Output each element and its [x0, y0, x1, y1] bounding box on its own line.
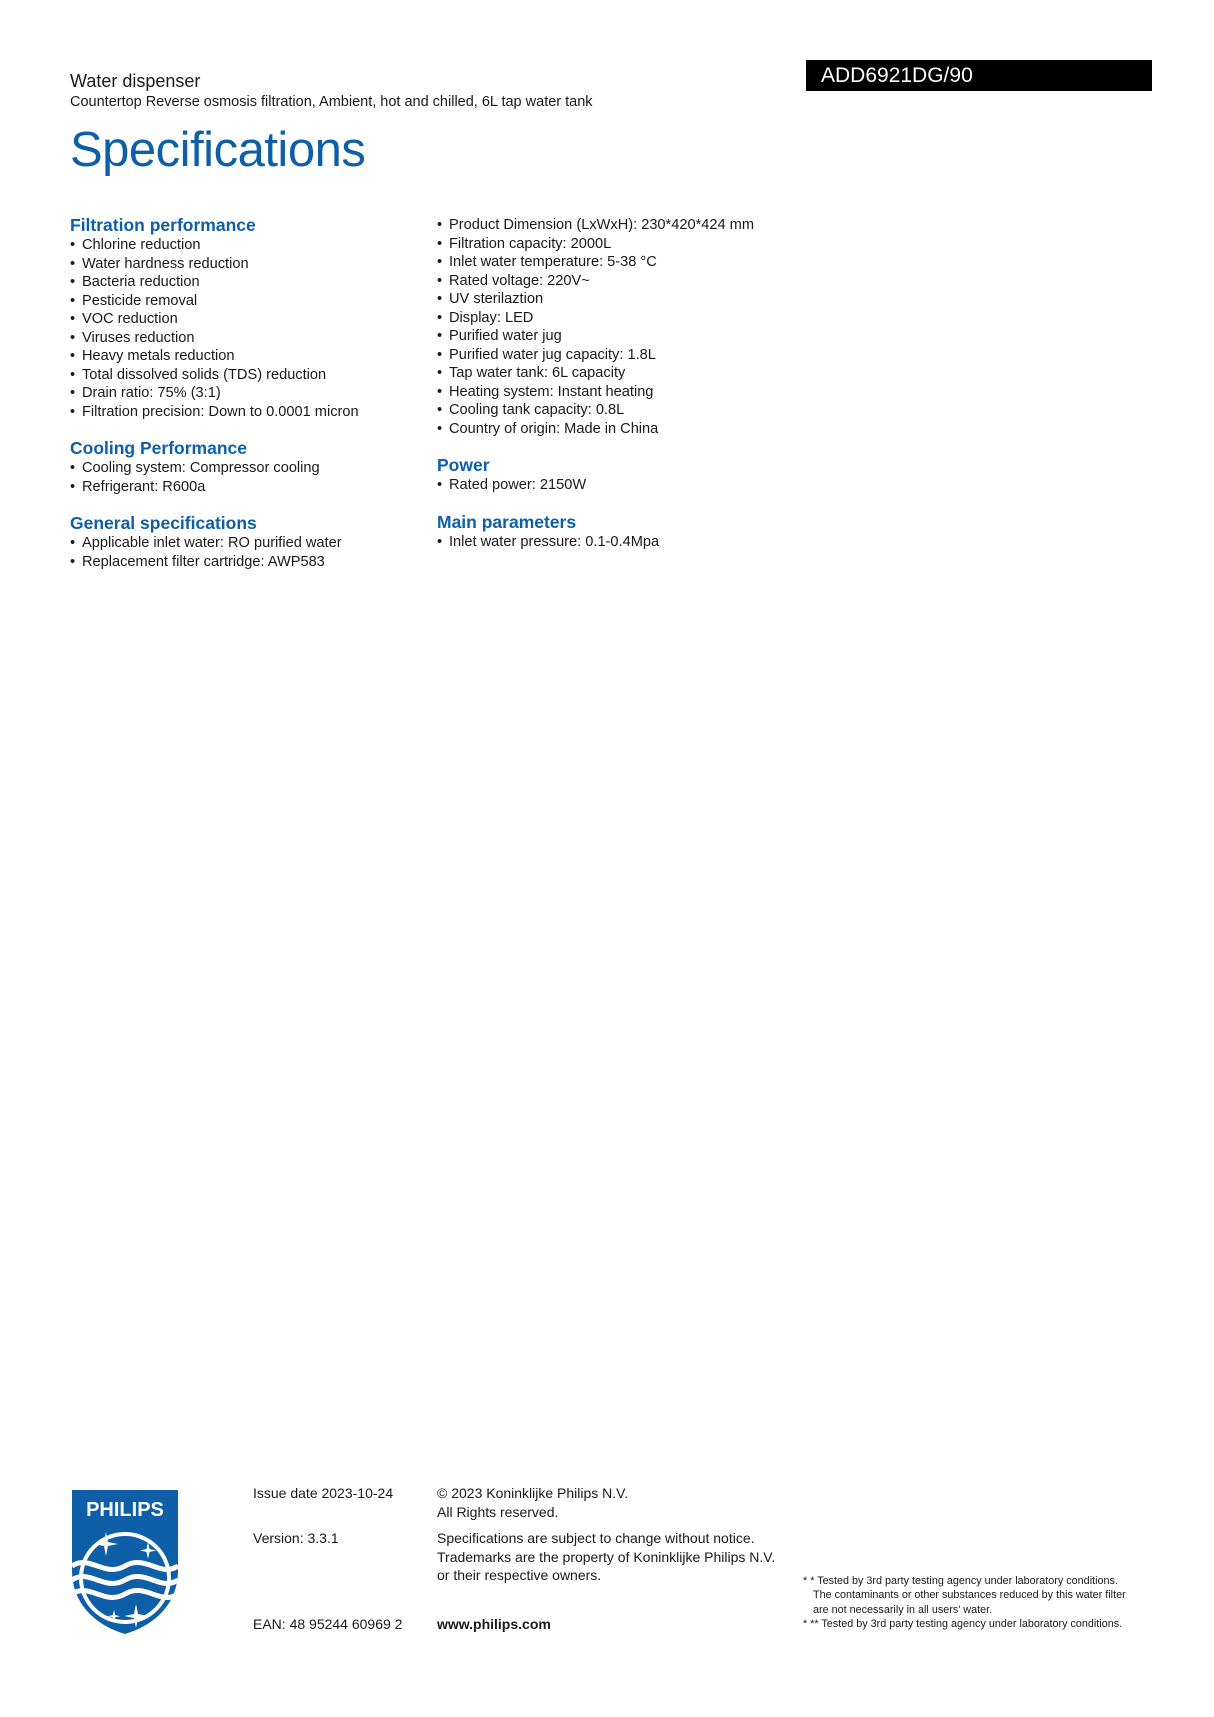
- spec-item: • Country of origin: Made in China: [437, 420, 767, 439]
- copyright-line: All Rights reserved.: [437, 1503, 559, 1520]
- disclaimer-line: Specifications are subject to change without notice.: [437, 1530, 755, 1546]
- spec-item: • Replacement filter cartridge: AWP583: [70, 553, 400, 572]
- spec-item: • Purified water jug capacity: 1.8L: [437, 346, 767, 365]
- version: Version: 3.3.1: [253, 1530, 339, 1546]
- spec-item: • Cooling tank capacity: 0.8L: [437, 401, 767, 420]
- footnote-line: The contaminants or other substances reduced by this water filter: [813, 1589, 1126, 1602]
- section-heading: Power: [437, 455, 490, 475]
- spec-item: • Viruses reduction: [70, 329, 400, 348]
- footnote-line: * * Tested by 3rd party testing agency under laboratory conditions.: [803, 1575, 1118, 1587]
- disclaimer: [437, 1529, 797, 1585]
- spec-item: • Filtration precision: Down to 0.0001 micron: [70, 403, 400, 422]
- website-link[interactable]: www.philips.com: [437, 1616, 551, 1632]
- spec-list: [437, 533, 767, 552]
- spec-item: • Inlet water pressure: 0.1-0.4Mpa: [437, 533, 767, 552]
- spec-item: • UV sterilaztion: [437, 290, 767, 309]
- ean-code: EAN: 48 95244 60969 2: [253, 1616, 403, 1632]
- spec-item: • Applicable inlet water: RO purified water: [70, 534, 400, 553]
- philips-logo: [70, 1488, 180, 1636]
- spec-list: [437, 216, 767, 438]
- middle-spec-column: [437, 216, 767, 567]
- spec-item: • Heavy metals reduction: [70, 347, 400, 366]
- footnote-line: are not necessarily in all users' water.: [813, 1603, 993, 1616]
- spec-item: • Refrigerant: R600a: [70, 478, 400, 497]
- section-heading: Cooling Performance: [70, 438, 247, 458]
- spec-item: • Product Dimension (LxWxH): 230*420*424 mm: [437, 216, 767, 235]
- issue-date: Issue date 2023-10-24: [253, 1485, 394, 1501]
- spec-item: • VOC reduction: [70, 310, 400, 329]
- copyright-line: © 2023 Koninklijke Philips N.V.: [437, 1485, 629, 1501]
- spec-item: • Drain ratio: 75% (3:1): [70, 384, 400, 403]
- model-number-badge: ADD6921DG/90: [806, 60, 1152, 91]
- copyright: [437, 1484, 797, 1521]
- spec-item: • Heating system: Instant heating: [437, 383, 767, 402]
- spec-item: • Inlet water temperature: 5-38 °C: [437, 253, 767, 272]
- product-type: Water dispenser: [70, 71, 201, 91]
- footnotes: [803, 1574, 1163, 1631]
- section-filtration-performance: [70, 214, 400, 421]
- spec-item: • Cooling system: Compressor cooling: [70, 459, 400, 478]
- section-heading: Filtration performance: [70, 215, 256, 235]
- section-general-specifications: [70, 512, 400, 571]
- footnote-line: * ** Tested by 3rd party testing agency under laboratory conditions.: [803, 1617, 1123, 1630]
- page-title: Specifications: [70, 123, 366, 177]
- spec-list: [437, 476, 767, 495]
- section-power: [437, 454, 767, 495]
- spec-item: • Total dissolved solids (TDS) reduction: [70, 366, 400, 385]
- spec-item: • Water hardness reduction: [70, 255, 400, 274]
- spec-item: • Chlorine reduction: [70, 236, 400, 255]
- section-cooling-performance: [70, 437, 400, 496]
- spec-list: [70, 236, 400, 421]
- spec-item: • Bacteria reduction: [70, 273, 400, 292]
- spec-item: • Rated voltage: 220V~: [437, 272, 767, 291]
- section-heading: General specifications: [70, 513, 257, 533]
- spec-item: • Filtration capacity: 2000L: [437, 235, 767, 254]
- section-general-specifications-continued: [437, 216, 767, 438]
- svg-text:PHILIPS: PHILIPS: [86, 1499, 164, 1521]
- spec-item: • Pesticide removal: [70, 292, 400, 311]
- spec-item: • Display: LED: [437, 309, 767, 328]
- disclaimer-line: or their respective owners.: [437, 1567, 602, 1583]
- spec-item: • Purified water jug: [437, 327, 767, 346]
- section-main-parameters: [437, 511, 767, 552]
- left-spec-column: [70, 214, 400, 587]
- spec-item: • Tap water tank: 6L capacity: [437, 364, 767, 383]
- spec-list: [70, 534, 400, 571]
- spec-list: [70, 459, 400, 496]
- product-subtitle: Countertop Reverse osmosis filtration, Ambient, hot and chilled, 6L tap water tank: [70, 94, 593, 110]
- section-heading: Main parameters: [437, 511, 577, 532]
- spec-item: • Rated power: 2150W: [437, 476, 767, 495]
- disclaimer-line: Trademarks are the property of Koninklijke Philips N.V.: [437, 1548, 776, 1565]
